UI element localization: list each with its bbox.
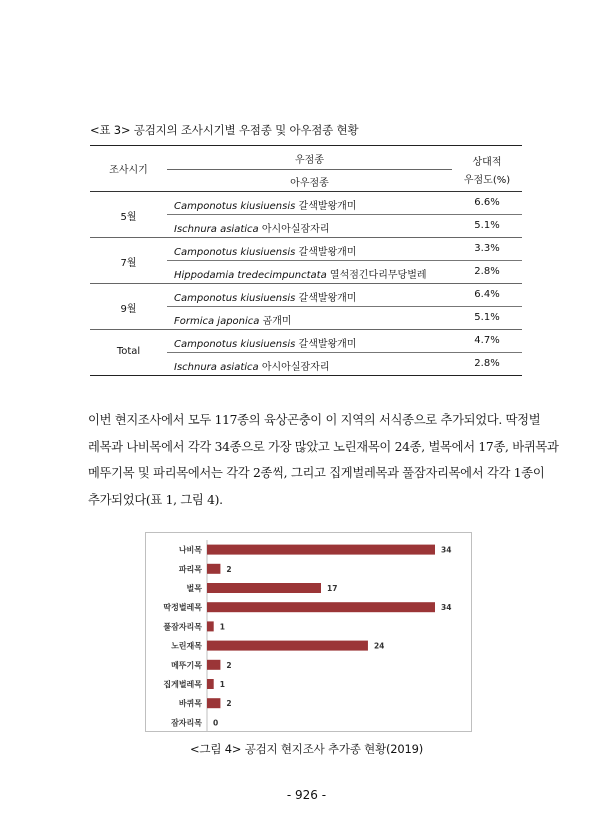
data-label: 1 xyxy=(219,622,225,632)
category-label: 나비목 xyxy=(178,545,202,555)
data-label: 2 xyxy=(226,699,232,709)
bar xyxy=(207,583,321,593)
period-cell: 9월 xyxy=(120,304,137,315)
species-row xyxy=(174,220,329,235)
table-bottom-rule xyxy=(90,375,522,376)
paragraph-line: 메뚜기목 및 파리목에서는 각각 2종씩, 그리고 집게벌레목과 풀잠자리목에서 각각 1종이 xyxy=(88,466,545,480)
header-period: 조사시기 xyxy=(109,165,148,176)
period-cell: Total xyxy=(116,346,141,357)
page-number: - 926 - xyxy=(286,788,327,802)
species-scientific-name: Camponotus kiusiuensis xyxy=(174,293,296,304)
species-korean-name: 아시아실잠자리 xyxy=(261,224,330,235)
dominance-value: 6.4% xyxy=(474,289,500,300)
group-rule xyxy=(90,283,522,284)
data-label: 1 xyxy=(219,680,225,689)
species-korean-name: 아시아실잠자리 xyxy=(261,362,330,373)
bar xyxy=(207,698,220,708)
dominance-value: 4.7% xyxy=(474,335,500,346)
species-row xyxy=(174,312,292,327)
species-korean-name: 갈색발왕개미 xyxy=(298,339,357,350)
paragraph-line: 이번 현지조사에서 모두 117종의 육상곤충이 이 지역의 서식종으로 추가되었다. 딱정벌 xyxy=(88,413,541,427)
dominance-value: 2.8% xyxy=(474,266,500,277)
group-rule xyxy=(167,306,522,307)
category-label: 메뚜기목 xyxy=(171,660,202,670)
dominant-species-table xyxy=(90,145,522,377)
data-label: 24 xyxy=(373,641,385,651)
species-row xyxy=(174,358,329,373)
species-korean-name: 갈색발왕개미 xyxy=(298,247,357,258)
group-rule xyxy=(167,260,522,261)
bar xyxy=(207,564,220,574)
species-row xyxy=(174,243,357,258)
species-scientific-name: Formica japonica xyxy=(174,316,260,327)
header-relative-line2: 우점도(%) xyxy=(463,175,511,186)
category-label: 노린재목 xyxy=(171,641,202,651)
category-label: 벌목 xyxy=(186,584,202,593)
species-scientific-name: Hippodamia tredecimpunctata xyxy=(174,270,327,281)
species-row xyxy=(174,335,357,350)
paragraph-line: 추가되었다(표 1, 그림 4). xyxy=(88,492,223,507)
chart-svg xyxy=(145,532,472,732)
category-label: 딱정벌레목 xyxy=(163,603,202,613)
data-label: 0 xyxy=(213,718,219,728)
species-scientific-name: Ischnura asiatica xyxy=(174,362,259,373)
data-label: 2 xyxy=(226,660,232,670)
dominance-value: 6.6% xyxy=(474,197,500,208)
bar xyxy=(207,679,214,689)
category-label: 바퀴목 xyxy=(178,699,202,709)
dominance-value: 3.3% xyxy=(474,243,500,254)
header-bottom-rule xyxy=(90,191,522,192)
header-dominant: 우점종 xyxy=(295,155,324,166)
table-caption: <표 3> 공검지의 조사시기별 우점종 및 아우점종 현황 xyxy=(90,123,359,137)
body-paragraph xyxy=(88,407,559,513)
species-scientific-name: Camponotus kiusiuensis xyxy=(174,247,296,258)
group-rule xyxy=(167,214,522,215)
category-label: 잠자리목 xyxy=(171,718,202,728)
bar xyxy=(207,660,220,670)
header-subdominant: 아우점종 xyxy=(290,178,329,189)
header-relative-line1: 상대적 xyxy=(472,157,502,168)
dominance-value: 5.1% xyxy=(474,220,500,231)
group-rule xyxy=(90,237,522,238)
category-label: 파리목 xyxy=(178,564,202,574)
dominance-value: 5.1% xyxy=(474,312,500,323)
period-cell: 5월 xyxy=(120,212,137,223)
bar xyxy=(207,641,368,651)
added-species-bar-chart xyxy=(145,532,472,732)
category-label: 집게벌레목 xyxy=(163,680,202,689)
group-rule xyxy=(90,329,522,330)
species-scientific-name: Camponotus kiusiuensis xyxy=(174,201,296,212)
figure-caption: <그림 4> 공검지 현지조사 추가종 현황(2019) xyxy=(189,742,424,756)
bar xyxy=(207,545,435,555)
species-korean-name: 곰개미 xyxy=(262,316,292,327)
paragraph-line: 레목과 나비목에서 각각 34종으로 가장 많았고 노린재목이 24종, 벌목에서 17종, 바퀴목과 xyxy=(88,439,559,454)
bar xyxy=(207,602,435,612)
category-label: 풀잠자리목 xyxy=(163,622,202,632)
data-label: 2 xyxy=(226,564,232,574)
species-scientific-name: Camponotus kiusiuensis xyxy=(174,339,296,350)
table-top-rule xyxy=(90,145,522,146)
species-row xyxy=(174,197,357,212)
species-row xyxy=(174,266,427,281)
bar xyxy=(207,621,214,631)
species-korean-name: 열석점긴다리무당벌레 xyxy=(329,270,427,281)
header-sub-rule xyxy=(167,169,452,170)
period-cell: 7월 xyxy=(120,258,137,269)
data-label: 34 xyxy=(441,603,452,613)
species-row xyxy=(174,289,357,304)
dominance-value: 2.8% xyxy=(474,358,500,369)
group-rule xyxy=(167,352,522,353)
species-scientific-name: Ischnura asiatica xyxy=(174,224,259,235)
data-label: 17 xyxy=(327,584,338,593)
species-korean-name: 갈색발왕개미 xyxy=(298,293,357,304)
data-label: 34 xyxy=(441,545,452,555)
species-korean-name: 갈색발왕개미 xyxy=(298,201,357,212)
